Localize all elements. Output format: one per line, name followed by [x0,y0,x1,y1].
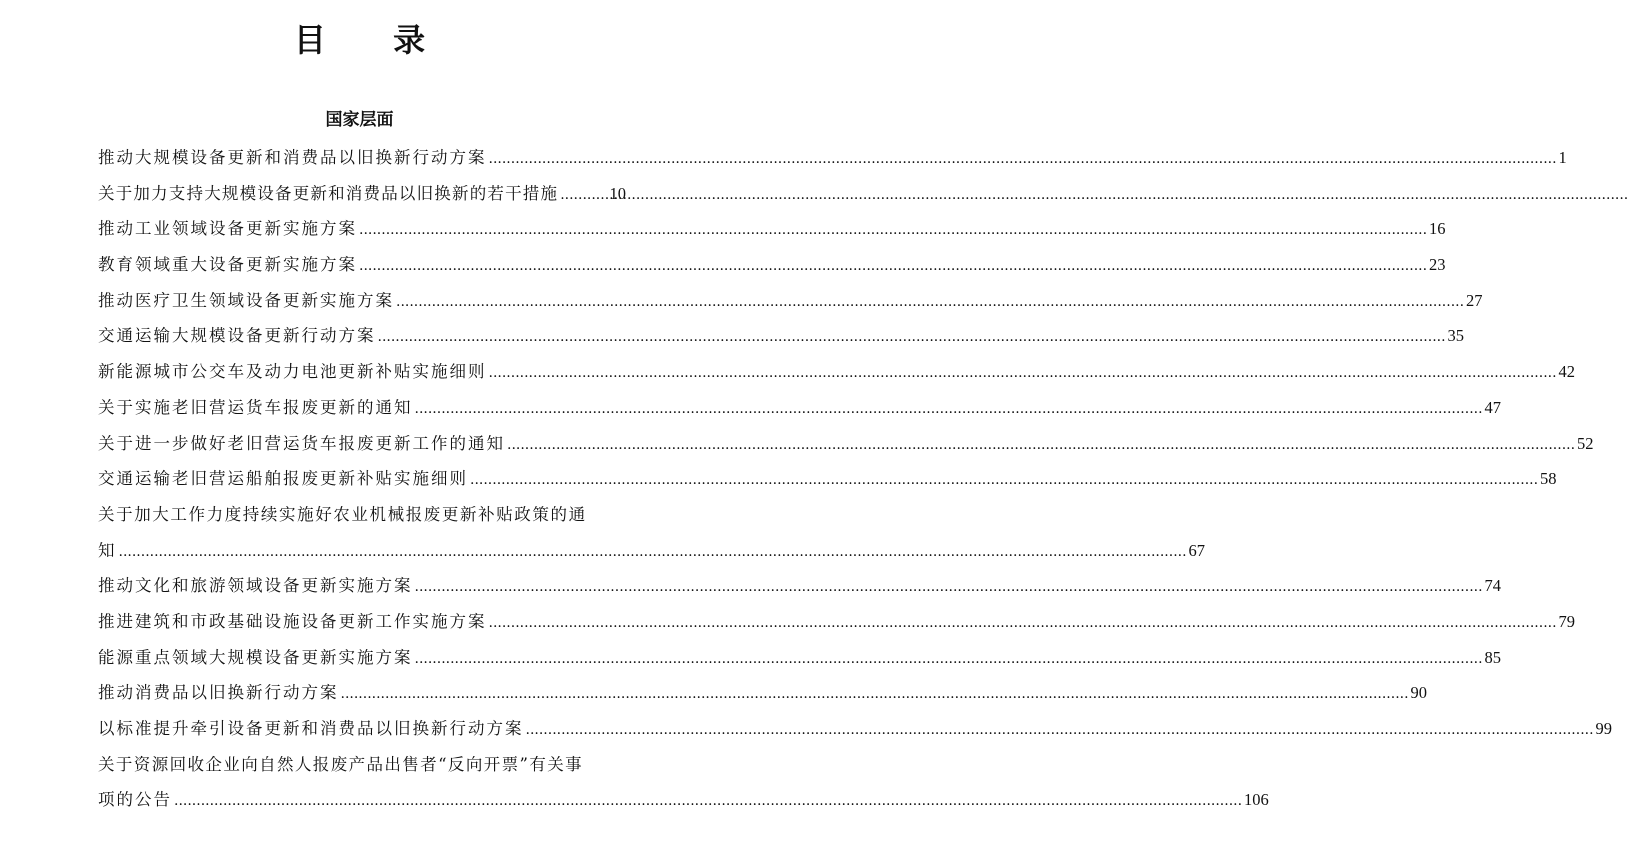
toc-entry[interactable] [98,251,1446,287]
toc-leader-dots [415,401,1483,417]
toc-leader-dots [359,222,1427,238]
toc-entry[interactable] [98,180,626,216]
toc-leader-dots [526,722,1594,738]
toc-entry[interactable] [98,465,1557,501]
toc-entry-page: 52 [1577,433,1594,453]
toc-entry-title: 教育领域重大设备更新实施方案 [98,255,357,275]
toc-entry[interactable] [98,608,1576,644]
toc-entry-title: 项的公告 [98,790,172,810]
toc-entry[interactable] [98,322,1465,358]
toc-leader-dots [378,329,1446,345]
toc-leader-dots [415,579,1483,595]
toc-entry[interactable] [98,394,1502,430]
toc-entry-page: 67 [1188,540,1206,560]
toc-entry[interactable] [98,215,1446,251]
section-heading: 国家层面 [325,110,394,130]
toc-entry-title: 推动消费品以旧换新行动方案 [98,683,339,703]
toc-leader-dots [415,651,1483,667]
toc-entry-page: 90 [1410,683,1428,703]
toc-entry-title: 以标准提升牵引设备更新和消费品以旧换新行动方案 [98,719,524,738]
table-of-contents [98,144,1613,822]
toc-entry-title: 关于实施老旧营运货车报废更新的通知 [98,397,413,417]
toc-leader-dots [341,686,1409,702]
toc-entry-page: 23 [1429,255,1446,275]
toc-entry-page: 35 [1447,326,1465,346]
toc-entry-line-wrap[interactable] [98,501,626,537]
toc-entry-title: 推进建筑和市政基础设施设备更新工作实施方案 [98,611,487,631]
toc-entry-page: 16 [1429,219,1446,239]
toc-leader-dots [174,793,1242,809]
toc-entry-page: 1 [1558,148,1567,167]
toc-entry-title: 关于加力支持大规模设备更新和消费品以旧换新的若干措施 [98,183,559,203]
toc-leader-dots [489,365,1557,381]
toc-leader-dots [359,258,1427,274]
toc-entry[interactable] [98,287,1483,323]
toc-entry-page: 85 [1484,647,1502,667]
toc-entry-title: 推动工业领域设备更新实施方案 [98,219,357,239]
toc-entry-page: 42 [1558,362,1576,382]
toc-entry-page: 47 [1484,397,1502,417]
toc-entry-title: 交通运输大规模设备更新行动方案 [98,326,376,346]
toc-entry[interactable] [98,358,1576,394]
toc-entry-page: 99 [1595,719,1613,738]
toc-entry-title: 知 [98,540,117,560]
toc-entry[interactable] [98,537,1206,573]
toc-entry[interactable] [98,144,1567,180]
toc-entry-page: 79 [1558,611,1576,631]
toc-entry[interactable] [98,644,1502,680]
toc-entry-title: 推动大规模设备更新和消费品以旧换新行动方案 [98,148,487,167]
toc-leader-dots [560,187,607,203]
page-title: 目 录 [293,21,454,59]
toc-entry[interactable] [98,430,1594,466]
toc-leader-dots [396,294,1464,310]
toc-leader-dots [489,615,1557,631]
toc-entry-page: 10 [609,183,626,203]
toc-entry[interactable] [98,786,1269,822]
toc-entry-title: 新能源城市公交车及动力电池更新补贴实施细则 [98,362,487,382]
toc-entry-title: 推动医疗卫生领域设备更新实施方案 [98,290,394,310]
toc-leader-dots [119,544,1187,560]
toc-entry-title-first-line: 关于资源回收企业向自然人报废产品出售者“反向开票”有关事 [98,754,584,774]
toc-entry-page: 106 [1244,790,1269,810]
toc-entry-title: 推动文化和旅游领域设备更新实施方案 [98,576,413,596]
toc-leader-dots [489,151,1557,167]
toc-entry[interactable] [98,715,1613,751]
toc-entry-title-first-line: 关于加大工作力度持续实施好农业机械报废更新补贴政策的通 [98,504,587,524]
toc-entry[interactable] [98,572,1502,608]
toc-entry-page: 58 [1540,469,1557,489]
toc-entry-title: 能源重点领域大规模设备更新实施方案 [98,647,413,667]
toc-leader-dots [470,472,1538,488]
toc-entry-title: 关于进一步做好老旧营运货车报废更新工作的通知 [98,433,505,453]
toc-entry-title: 交通运输老旧营运船舶报废更新补贴实施细则 [98,469,468,489]
toc-entry-page: 74 [1484,576,1502,596]
toc-entry-line-wrap[interactable] [98,751,626,787]
toc-entry-page: 27 [1466,290,1483,310]
toc-entry[interactable] [98,679,1428,715]
toc-leader-dots [507,437,1575,453]
